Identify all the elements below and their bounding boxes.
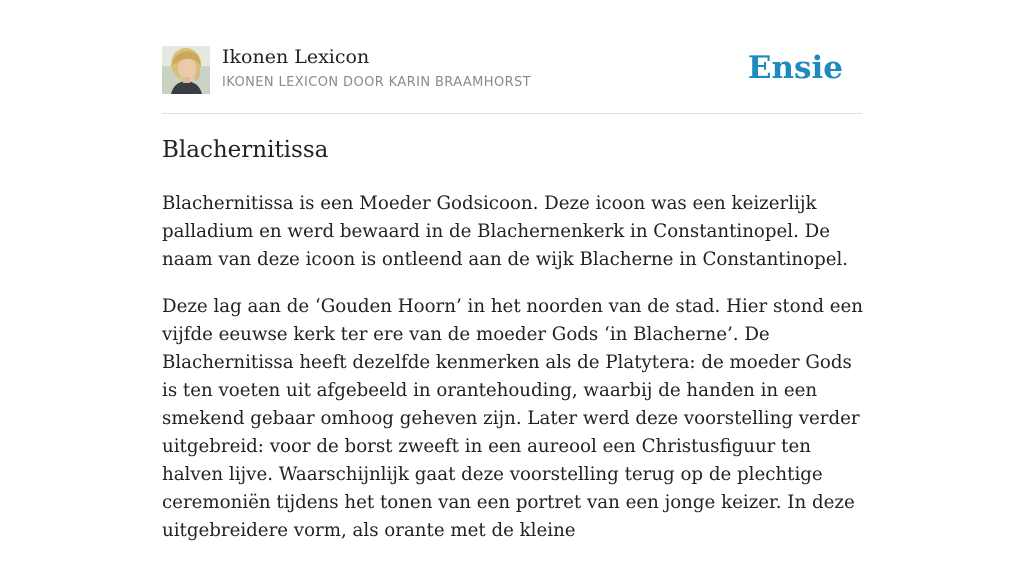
author-header xyxy=(162,46,862,98)
header-divider xyxy=(162,113,862,114)
article-title: Blachernitissa xyxy=(162,137,329,163)
author-name[interactable]: Ikonen Lexicon xyxy=(222,46,370,68)
author-subtitle: IKONEN LEXICON DOOR KARIN BRAAMHORST xyxy=(222,75,532,90)
article-body xyxy=(162,190,866,564)
author-avatar[interactable] xyxy=(162,46,210,94)
ensie-logo[interactable]: Ensie xyxy=(747,50,843,86)
article-paragraph: Blachernitissa is een Moeder Godsicoon. Deze icoon was een keizerlijk palladium en werd bewaard in de Blachernenkerk in Constantinopel. De naam van deze icoon is ontleend aan de wijk Blacherne in Constantinopel. xyxy=(162,193,849,270)
article-paragraph: Deze lag aan de ‘Gouden Hoorn’ in het noorden van de stad. Hier stond een vijfde eeuwse kerk ter ere van de moeder Gods ‘in Blacherne’. De Blachernitissa heeft dezelfde kenmerken als de Platytera: de moeder Gods is ten voeten uit afgebeeld in orantehouding, waarbij de handen in een smekend gebaar omhoog geheven zijn. Later werd deze voorstelling verder uitgebreid: voor de borst zweeft in een aureool een Christusfiguur ten halven lijve. Waarschijnlijk gaat deze voorstelling terug op de plechtige ceremoniën tijdens het tonen van een portret van een jonge keizer. In deze uitgebreidere vorm, als orante met de kleine xyxy=(162,296,863,541)
author-portrait-icon xyxy=(162,46,210,94)
